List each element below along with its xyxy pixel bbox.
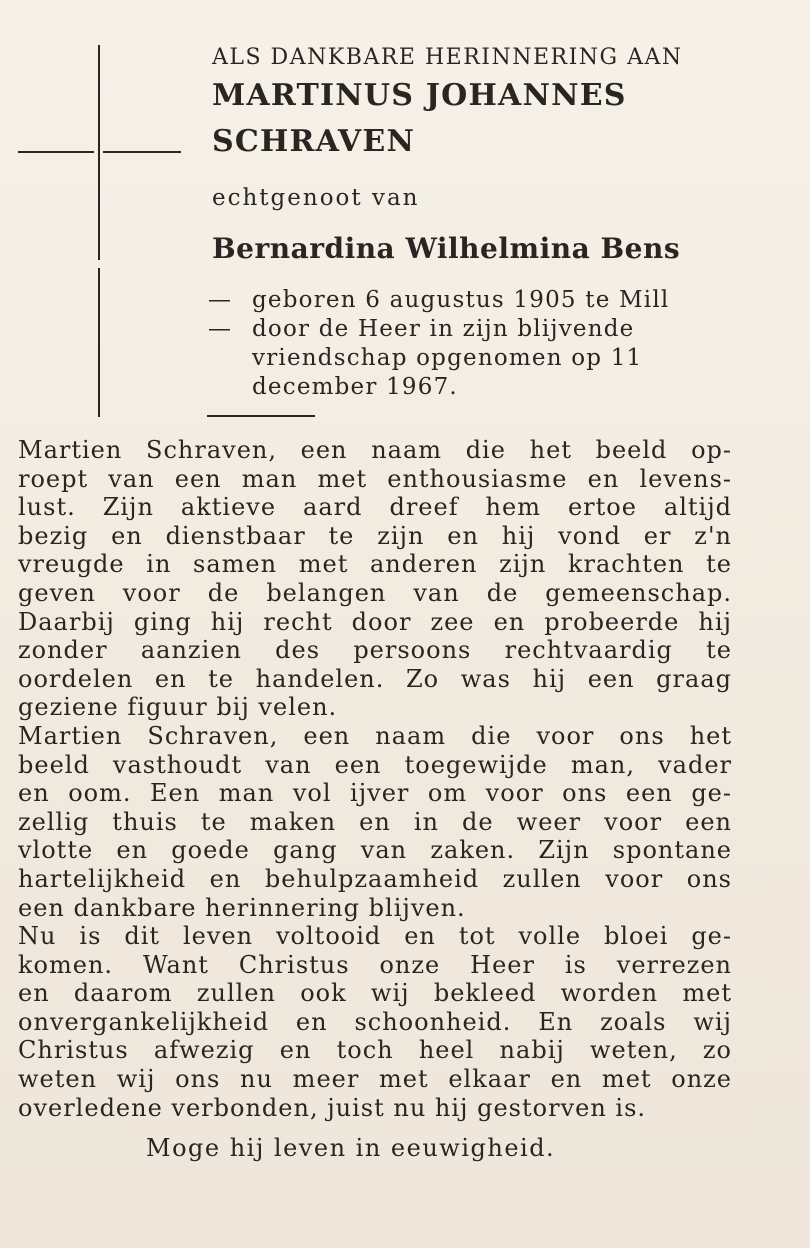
- text-line: en daarom zullen ook wij bekleed worden met: [18, 979, 732, 1008]
- text-line: een dankbare herinnering blijven.: [18, 893, 466, 922]
- birth-text: geboren 6 augustus 1905 te Mill: [252, 287, 670, 313]
- text-line: vlotte en goede gang van zaken. Zijn spontane: [18, 836, 732, 865]
- birth-row: [208, 286, 738, 315]
- text-line: komen. Want Christus onze Heer is verrezen: [18, 950, 732, 979]
- memorial-text: [18, 436, 732, 1122]
- header: [212, 44, 772, 265]
- text-line: beeld vasthoudt van een toegewijde man, vader: [18, 750, 732, 779]
- deceased-name-line1: MARTINUS JOHANNES: [212, 78, 627, 113]
- text-line: Daarbij ging hij recht door zee en probeerde hij: [18, 607, 732, 636]
- death-text-line2: vriendschap opgenomen op 11: [252, 345, 643, 371]
- text-line: onvergankelijkheid en schoonheid. En zoals wij: [18, 1007, 732, 1036]
- death-row: [208, 315, 738, 344]
- cross-horizontal-left: [18, 151, 94, 153]
- text-line: weten wij ons nu meer met elkaar en met onze: [18, 1065, 732, 1094]
- text-line: geziene figuur bij velen.: [18, 693, 338, 722]
- intro-line: ALS DANKBARE HERINNERING AAN: [212, 45, 683, 70]
- text-line: bezig en dienstbaar te zijn en hij vond er z'n: [18, 521, 732, 550]
- dash: —: [208, 316, 233, 342]
- text-line: lust. Zijn aktieve aard dreef hem ertoe altijd: [18, 493, 732, 522]
- closing-line: Moge hij leven in eeuwigheid.: [146, 1134, 556, 1162]
- spouse-label: echtgenoot van: [212, 185, 420, 211]
- text-line: zonder aanzien des persoons rechtvaardig te: [18, 636, 732, 665]
- text-line: Martien Schraven, een naam die het beeld op-: [18, 436, 732, 464]
- text-line: roept van een man met enthousiasme en levens-: [18, 464, 732, 493]
- text-line: Martien Schraven, een naam die voor ons het: [18, 721, 732, 750]
- text-line: oordelen en te handelen. Zo was hij een graag: [18, 664, 732, 693]
- life-dates: [208, 286, 738, 402]
- separator-line: [207, 415, 315, 417]
- death-text-line1: door de Heer in zijn blijvende: [252, 316, 635, 342]
- text-line: hartelijkheid en behulpzaamheid zullen voor ons: [18, 864, 732, 893]
- spouse-name: Bernardina Wilhelmina Bens: [212, 232, 681, 265]
- cross-vertical-bar: [98, 45, 100, 417]
- death-text-line3: december 1967.: [252, 374, 458, 400]
- text-line: zellig thuis te maken en in de weer voor een: [18, 807, 732, 836]
- text-line: Nu is dit leven voltooid en tot volle bloei ge-: [18, 922, 732, 951]
- text-line: geven voor de belangen van de gemeenschap.: [18, 578, 732, 607]
- dash: —: [208, 287, 233, 313]
- cross-horizontal-right: [103, 151, 181, 153]
- deceased-name-line2: SCHRAVEN: [212, 124, 416, 159]
- text-line: vreugde in samen met anderen zijn krachten te: [18, 550, 732, 579]
- cross-gap: [98, 260, 100, 268]
- text-line: overledene verbonden, juist nu hij gestorven is.: [18, 1093, 647, 1122]
- text-line: en oom. Een man vol ijver om voor ons een ge-: [18, 779, 732, 808]
- text-line: Christus afwezig en toch heel nabij weten, zo: [18, 1036, 732, 1065]
